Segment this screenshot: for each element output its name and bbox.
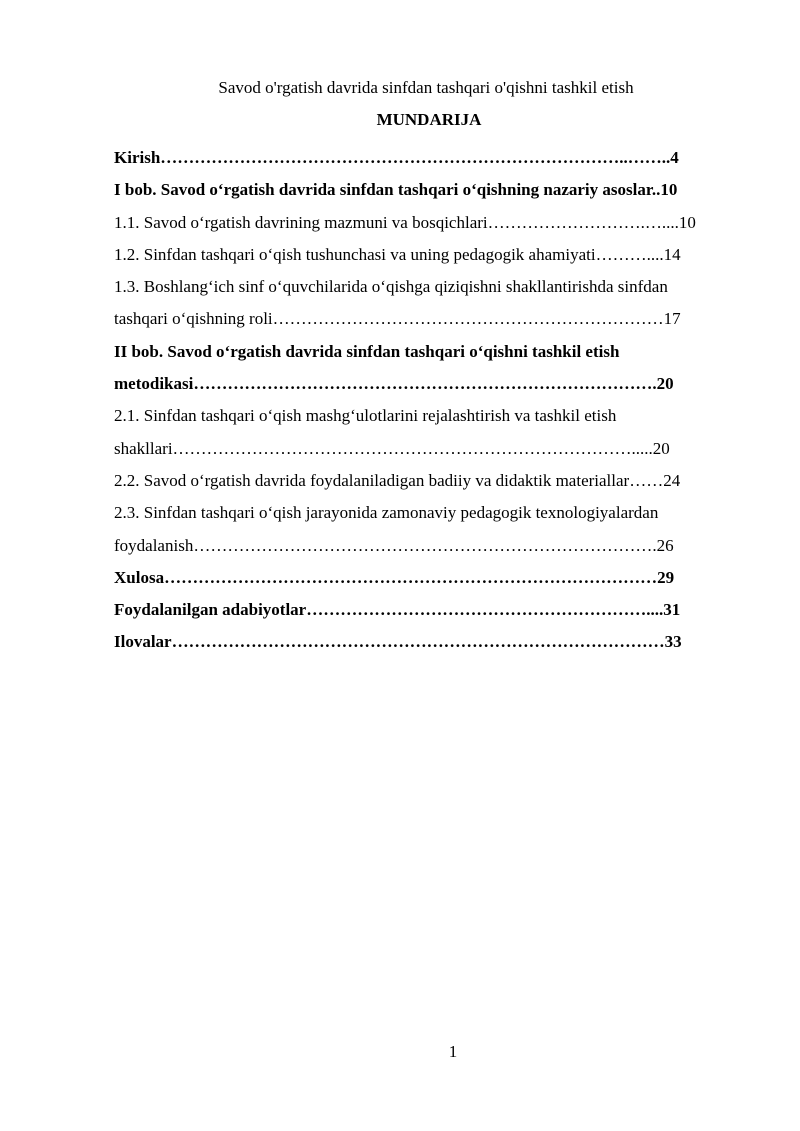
toc-entry: II bob. Savod o‘rgatish davrida sinfdan tashqari o‘qishni tashkil etish bbox=[114, 341, 620, 361]
toc-entry: 1.1. Savod o‘rgatish davrining mazmuni va bosqichlari……………………….…....10 bbox=[114, 212, 696, 232]
document-title: Savod o'rgatish davrida sinfdan tashqari o'qishni tashkil etish bbox=[218, 78, 634, 97]
toc-entry: Kirish………………………………………………………………………..……..4 bbox=[114, 148, 679, 167]
toc-entry: shakllari……………………………………………………………………….....20 bbox=[114, 438, 670, 458]
toc-entry: tashqari o‘qishning roli……………………………………………………………17 bbox=[114, 309, 681, 329]
toc-entry: Xulosa……………………………………………………………………………29 bbox=[114, 567, 675, 587]
toc-entry: 2.1. Sinfdan tashqari o‘qish mashg‘ulotlarini rejalashtirish va tashkil etish bbox=[114, 406, 617, 426]
toc-entry: I bob. Savod o‘rgatish davrida sinfdan tashqari o‘qishning nazariy asoslar..10 bbox=[114, 180, 678, 200]
page-number: 1 bbox=[448, 1042, 458, 1061]
toc-entry: metodikasi……………………………………………………………………….20 bbox=[114, 374, 674, 394]
toc-entry: Foydalanilgan adabiyotlar……………………………………………………....31 bbox=[114, 600, 681, 620]
table-of-contents bbox=[114, 142, 742, 659]
toc-entry: foydalanish……………………………………………………………………….26 bbox=[114, 535, 674, 555]
toc-entry: 1.3. Boshlang‘ich sinf o‘quvchilarida o‘qishga qiziqishni shakllantirishda sinfdan bbox=[114, 277, 668, 297]
toc-entry: 1.2. Sinfdan tashqari o‘qish tushunchasi va uning pedagogik ahamiyati………....14 bbox=[114, 244, 681, 264]
toc-entry: Ilovalar……………………………………………………………………………33 bbox=[114, 632, 682, 652]
toc-entry: 2.2. Savod o‘rgatish davrida foydalaniladigan badiiy va didaktik materiallar……24 bbox=[114, 470, 681, 490]
toc-entry: 2.3. Sinfdan tashqari o‘qish jarayonida zamonaviy pedagogik texnologiyalardan bbox=[114, 503, 659, 523]
toc-heading: MUNDARIJA bbox=[376, 110, 482, 129]
